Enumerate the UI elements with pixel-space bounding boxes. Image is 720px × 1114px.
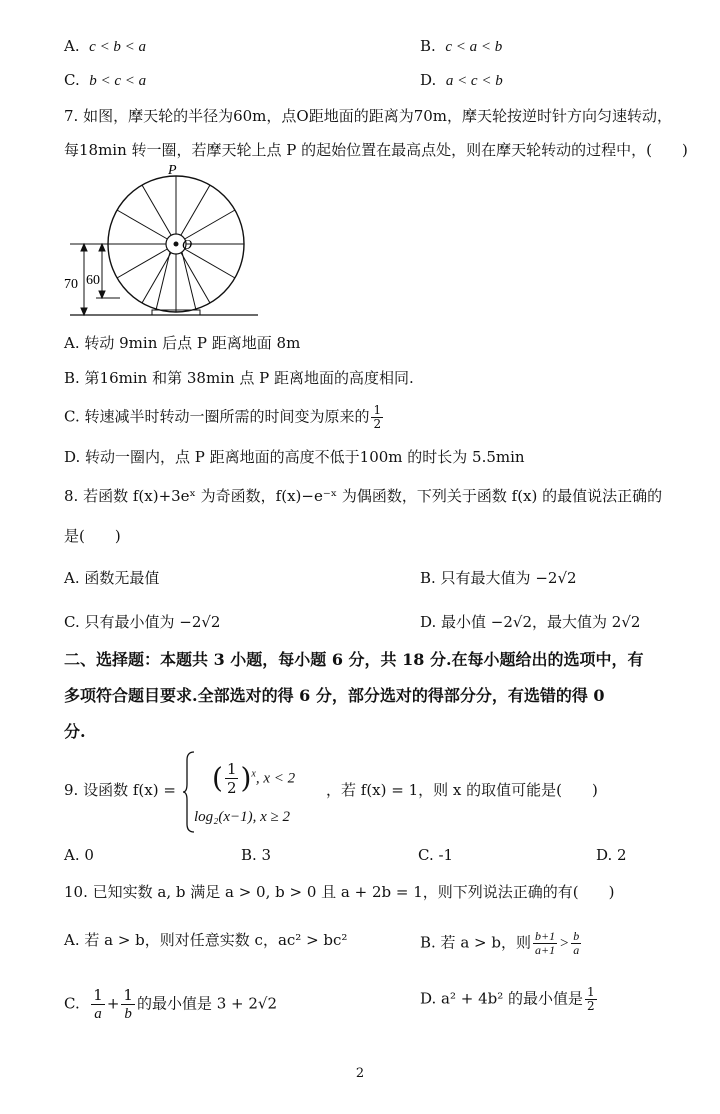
q10-option-d: D. a² + 4b² 的最小值是 $\frac{1}{2}$ — [420, 985, 595, 1013]
q8-option-c: C. 只有最小值为 −2√2 — [64, 613, 221, 631]
q7-option-c: C. 转速减半时转动一圈所需的时间变为原来的 $\frac{1}{2}$ — [64, 403, 382, 431]
q8-stem-line1: 8. 若函数 f(x)+3eˣ 为奇函数，f(x)−e⁻ˣ 为偶函数，下列关于函数 f(x) 的最值说法正确的 — [64, 487, 663, 505]
q7-stem-line2: 每18min 转一圈，若摩天轮上点 P 的起始位置在最高点处，则在摩天轮转动的过程中，( ) — [64, 141, 688, 159]
q8-option-a: A. 函数无最值 — [64, 569, 160, 587]
q6-option-c-expr: b < c < a — [89, 73, 147, 89]
q7-option-d: D. 转动一圈内，点 P 距离地面的高度不低于100m 的时长为 5.5min — [64, 448, 525, 466]
q9-suffix: ，若 f(x) = 1，则 x 的取值可能是( ) — [326, 781, 598, 799]
q10-option-a: A. 若 a > b，则对任意实数 c，ac² > bc² — [64, 931, 348, 949]
q6-option-d: D. a < c < b — [420, 71, 503, 89]
q8-option-b: B. 只有最大值为 −2√2 — [420, 569, 577, 587]
section2-line1: 二、选择题：本题共 3 小题，每小题 6 分，共 18 分.在每小题给出的选项中，有 — [64, 650, 644, 669]
q10-option-c: C. $\frac{1}{a}$ + $\frac{1}{b}$ 的最小值是 3 + 2√2 — [64, 986, 277, 1022]
q6-option-b: B. c < a < b — [420, 37, 503, 55]
label-o: O — [182, 238, 193, 253]
q9-option-d: D. 2 — [596, 846, 627, 864]
q10-stem: 10. 已知实数 a, b 满足 a > 0, b > 0 且 a + 2b = 1，则下列说法正确的有( ) — [64, 883, 615, 901]
q8-option-d: D. 最小值 −2√2，最大值为 2√2 — [420, 613, 641, 631]
q7-option-b: B. 第16min 和第 38min 点 P 距离地面的高度相同. — [64, 369, 414, 387]
q9-option-b: B. 3 — [241, 846, 272, 864]
q6-option-c: C. b < c < a — [64, 71, 147, 89]
q7-stem-line1: 7. 如图，摩天轮的半径为60m，点O距地面的距离为70m，摩天轮按逆时针方向匀速转动， — [64, 107, 673, 125]
q7-option-a: A. 转动 9min 后点 P 距离地面 8m — [64, 334, 301, 352]
q9-case1: ( $\frac{1}{2}$ )$^x$, x < 2 — [212, 760, 296, 797]
q9-case2: log₂(x−1), x ≥ 2 — [194, 809, 291, 825]
page-number: 2 — [355, 1066, 365, 1081]
section2-line3: 分. — [64, 722, 86, 741]
q10-option-b: B. 若 a > b，则 $\frac{b+1}{a+1}$ > $\frac{b}{a}$ — [420, 929, 580, 957]
q8-stem-line2: 是( ) — [64, 527, 121, 545]
q9-prefix: 9. 设函数 f(x) = — [64, 781, 176, 799]
q6-option-b-expr: c < a < b — [445, 39, 503, 55]
section2-line2: 多项符合题目要求.全部选对的得 6 分，部分选对的得部分分，有选错的得 0 — [64, 686, 605, 705]
center-point-o — [174, 242, 179, 247]
ferris-wheel-figure — [60, 160, 260, 330]
q6-option-a-expr: c < b < a — [89, 39, 147, 55]
q9-option-a: A. 0 — [64, 846, 94, 864]
label-60: 60 — [86, 273, 100, 288]
label-70: 70 — [64, 277, 78, 292]
q6-option-a: A. c < b < a — [64, 37, 147, 55]
label-p: P — [168, 163, 177, 178]
q6-option-d-expr: a < c < b — [445, 73, 503, 89]
q9-option-c: C. -1 — [418, 846, 454, 864]
